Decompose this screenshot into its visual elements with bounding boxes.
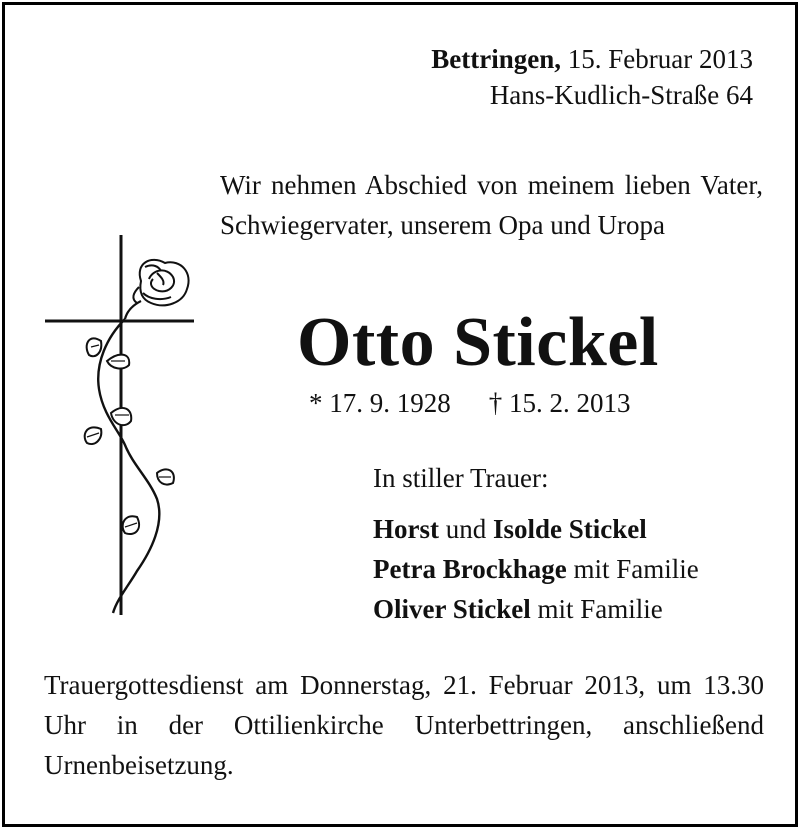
mourner-line-1 — [373, 509, 699, 549]
obituary-frame — [2, 2, 798, 827]
mourner-line-2 — [373, 549, 699, 589]
birth-date: * 17. 9. 1928 — [309, 388, 451, 418]
life-dates — [309, 385, 631, 421]
mourner-suffix: mit Familie — [573, 554, 699, 584]
mourner-name: Oliver Stickel — [373, 594, 531, 624]
header — [431, 41, 753, 113]
mourners-list — [373, 509, 699, 629]
death-date: † 15. 2. 2013 — [488, 388, 631, 418]
deceased-name: Otto Stickel — [297, 304, 659, 381]
mourner-name: Petra Brockhage — [373, 554, 567, 584]
service-info: Trauergottesdienst am Donnerstag, 21. Februar 2013, um 13.30 Uhr in der Ottilienkirche Unterbettringen, anschließend Urnenbeisetzung. — [44, 670, 764, 780]
mourner-name: Isolde Stickel — [492, 514, 647, 544]
place: Bettringen, — [431, 44, 562, 74]
mourner-suffix: mit Familie — [537, 594, 663, 624]
mourning-heading: In stiller Trauer: — [373, 463, 549, 493]
cross-with-rose-icon — [41, 233, 201, 618]
mourner-line-3 — [373, 589, 699, 629]
place-date-line — [431, 41, 753, 77]
intro-text: Wir nehmen Abschied von meinem lieben Vater, Schwiegervater, unserem Opa und Uropa — [220, 170, 763, 240]
conjunction: und — [445, 514, 487, 544]
address: Hans-Kudlich-Straße 64 — [489, 80, 753, 110]
date: 15. Februar 2013 — [567, 44, 753, 74]
mourner-name: Horst — [373, 514, 439, 544]
